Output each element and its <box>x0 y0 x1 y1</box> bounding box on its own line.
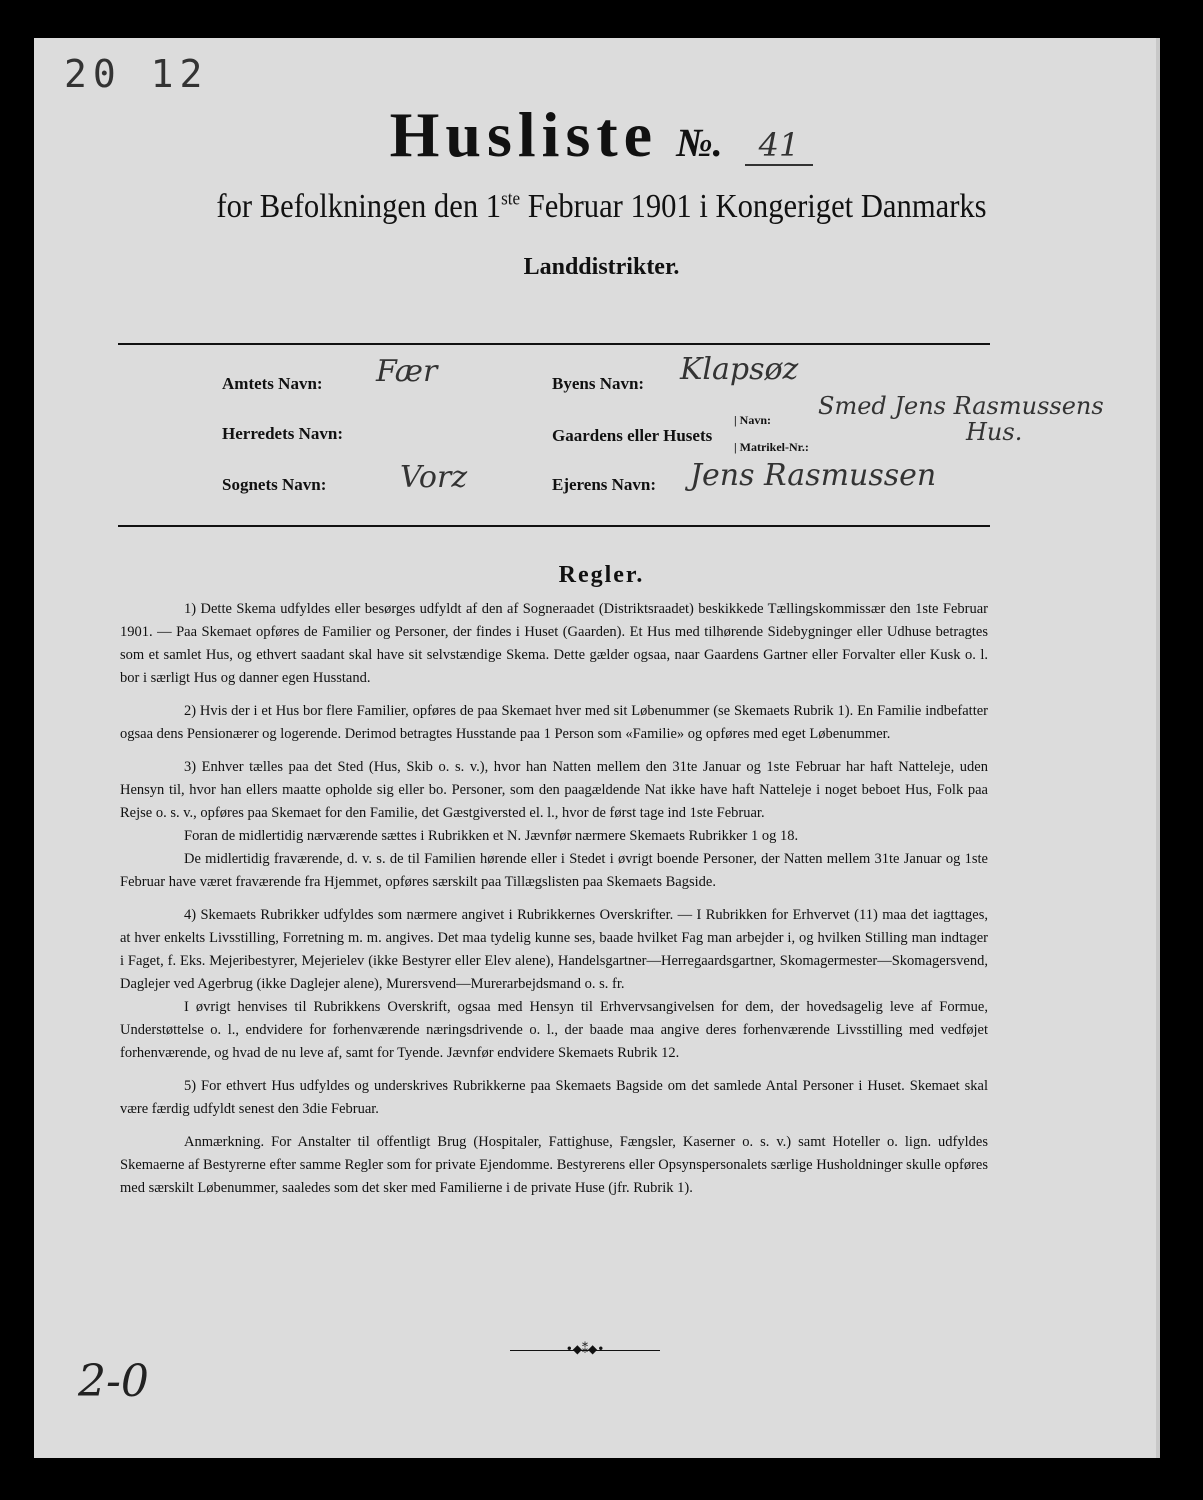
sogn-label: Sognets Navn: <box>222 475 327 494</box>
rule-3: 3) Enhver tælles paa det Sted (Hus, Skib o. s. v.), hvor han Natten mellem den 31te Januar og 1ste Februar har haft Natteleje, uden Hensyn til, hvor han ellers maatte opholde sig eller bo. Personer, som den paagældende Nat ikke have haft Natteleje i noget beboet Hus, Folk paa Rejse o. s. v., opføres paa Skemaet for den Familie, det Gæstgiversted el. l., hvor de først tage ind 1ste Februar. <box>120 759 988 821</box>
matrikel-row: | Matrikel-Nr.: <box>734 440 809 454</box>
ornament: •◆⁑◆• <box>565 1342 605 1356</box>
amt-value: Fær <box>376 354 438 389</box>
ejer-label: Ejerens Navn: <box>552 475 657 494</box>
top-divider <box>118 343 990 345</box>
amt-label: Amtets Navn: <box>222 374 323 393</box>
matrikel-label: Matrikel-Nr.: <box>739 440 809 454</box>
navn-value: Smed Jens Rasmussens <box>818 392 1104 420</box>
by-label: Byens Navn: <box>552 374 645 393</box>
title-word: Husliste <box>389 99 659 170</box>
by-value: Klapsøz <box>680 352 799 387</box>
regler-heading: Regler. <box>558 562 645 588</box>
house-list-number: 41 <box>745 126 814 166</box>
handwritten-note: 2-0 <box>78 1356 149 1407</box>
gaard-label: Gaardens eller Husets <box>552 426 713 445</box>
rule-3-note-absent: De midlertidig fraværende, d. v. s. de til Familien hørende eller i Stedet i øvrigt boende Personer, der Natten mellem 31te Januar og 1ste Februar have været fraværende fra Hjemmet, opføres særskilt paa Tillægslisten paa Skemaets Bagside. <box>120 851 988 890</box>
bottom-divider <box>118 525 990 527</box>
rule-3-note-n: Foran de midlertidig nærværende sættes i Rubrikken et N. Jævnfør nærmere Skemaets Rubrikker 1 og 18. <box>184 828 799 844</box>
rule-4-note: I øvrigt henvises til Rubrikkens Overskrift, ogsaa med Hensyn til Erhvervsangivelsen for dem, der hovedsagelig leve af Formue, Understøttelse o. l., endvidere for forhenværende næringsdrivende o. l., der baade maa angive deres forhenværende Livsstilling med vedføjet forhenværende, og hvad de nu leve af, samt for Tyende. Jævnfør endvidere Skemaets Rubrik 12. <box>120 999 988 1061</box>
rules-body <box>120 598 988 1210</box>
number-symbol: №. <box>676 120 723 165</box>
form-title <box>0 98 1203 172</box>
rule-2: 2) Hvis der i et Hus bor flere Familier, opføres de paa Skemaet hver med sit Løbenummer (se Skemaets Rubrik 1). En Familie indbefatter ogsaa dens Pensionærer og logerende. Derimod betragtes Husstande paa 1 Person som «Familie» og opføres med eget Løbenummer. <box>120 703 988 742</box>
navn-row: | Navn: <box>734 413 771 427</box>
navn-label: Navn: <box>739 413 771 427</box>
herred-label: Herredets Navn: <box>222 424 344 443</box>
rule-4: 4) Skemaets Rubrikker udfyldes som nærmere angivet i Rubrikkernes Overskrifter. — I Rubrikken for Erhvervet (11) maa det iagttages, at hver enkelts Livsstilling, Forretning m. m. angives. Det maa tydelig kunne ses, baade hvilket Fag man arbejder i, og hvilken Stilling man indtager i Faget, f. Eks. Mejeribestyrer, Mejerielev (ikke Bestyrer eller Elev alene), Handelsgartner—Herregaardsgartner, Skomagermester—Skomagersvend, Daglejer ved Agerbrug (ikke Daglejer alene), Murersvend—Murerarbejdsmand o. s. fr. <box>120 907 988 992</box>
sogn-value: Vorz <box>400 460 468 495</box>
navn-value-line2: Hus. <box>966 418 1023 446</box>
ejer-value: Jens Rasmussen <box>690 458 937 493</box>
anmaerkning: Anmærkning. For Anstalter til offentligt Brug (Hospitaler, Fattighuse, Fængsler, Kaserner o. s. v.) samt Hoteller o. lign. udfyldes Skemaerne af Bestyrerne efter samme Regler som for private Ejendomme. Bestyrerens eller Opsynspersonalets særlige Husholdninger skulle opføres med særskilt Løbenummer, saaledes som det sker med Familierne i de private Huse (jfr. Rubrik 1). <box>120 1134 988 1196</box>
form-subtitle: for Befolkningen den 1ste Februar 1901 i Kongeriget Danmarks <box>216 188 987 225</box>
archive-number: 20 12 <box>64 52 209 96</box>
rule-5: 5) For ethvert Hus udfyldes og underskrives Rubrikkerne paa Skemaets Bagside om det samlede Antal Personer i Huset. Skemaet skal være færdig udfyldt senest den 3die Februar. <box>120 1078 988 1117</box>
rule-1: 1) Dette Skema udfyldes eller besørges udfyldt af den af Sogneraadet (Distriktsraadet) beskikkede Tællingskommissær den 1ste Februar 1901. — Paa Skemaet opføres de Familier og Personer, der findes i Huset (Gaarden). Et Hus med tilhørende Sidebygninger eller Udhuse betragtes som et samlet Hus, og ethvert saadant skal have sit selvstændige Skema. Dette gælder ogsaa, naar Gaardens Gartner eller Forvalter eller Kusk o. l. bor i særligt Hus og danner egen Husstand. <box>120 601 988 686</box>
form-district-type: Landdistrikter. <box>523 254 680 280</box>
